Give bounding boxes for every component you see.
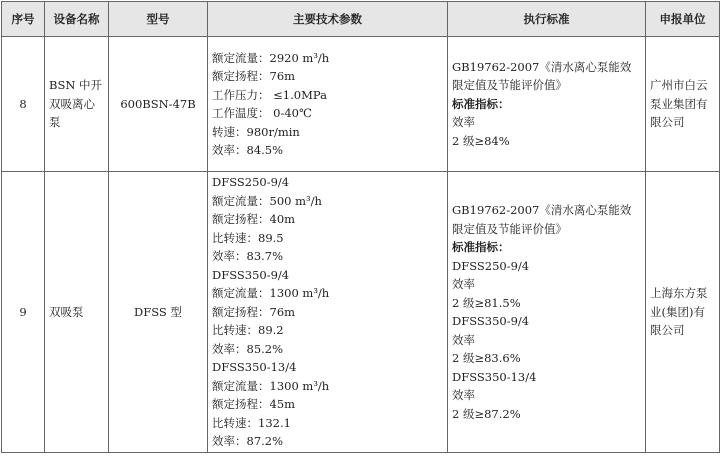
- device-name-text: BSN 中开双吸离心泵: [49, 78, 103, 130]
- standard-line: DFSS250-9/4: [452, 258, 530, 273]
- header-applicant: 申报单位: [646, 2, 720, 37]
- param-line: 额定流量：500 m³/h: [212, 193, 322, 208]
- standard-line: 效率: [452, 115, 475, 130]
- standard-line: 效率: [452, 388, 475, 402]
- header-standard: 执行标准: [448, 2, 646, 37]
- standard-line: GB19762-2007《清水离心泵能效限定值及节能评价值》: [452, 203, 632, 236]
- standard-line: 2 级≥84%: [452, 133, 510, 148]
- param-line: DFSS350-13/4: [212, 360, 297, 375]
- table-row: [2, 172, 720, 453]
- row-standard: [448, 172, 646, 453]
- param-line: 额定扬程：45m: [212, 397, 296, 412]
- param-line: 额定扬程：40m: [212, 212, 296, 227]
- param-line: DFSS350-9/4: [212, 267, 290, 282]
- table-header-row: [2, 2, 720, 37]
- standard-line: DFSS350-13/4: [452, 369, 537, 384]
- param-line: 效率：85.2%: [212, 341, 284, 356]
- standard-line: DFSS350-9/4: [452, 314, 530, 328]
- standard-line: 标准指标：: [452, 96, 510, 111]
- standard-line: 效率: [452, 332, 475, 347]
- row-standard: [448, 37, 646, 172]
- applicant-text: 上海东方泵业(集团)有限公司: [650, 286, 708, 338]
- row-applicant: [646, 37, 720, 172]
- param-line: 效率：83.7%: [212, 249, 284, 264]
- row-tech-params: [208, 37, 448, 172]
- standard-line: 标准指标：: [452, 240, 510, 254]
- param-line: 比转速：89.2: [212, 323, 284, 338]
- standard-line: 效率: [452, 277, 475, 291]
- param-line: 比转速：132.1: [212, 415, 291, 430]
- row-device-name: [45, 37, 109, 172]
- row-tech-params: [208, 172, 448, 453]
- param-line: 工作压力： ≤1.0MPa: [212, 87, 327, 102]
- row-applicant: [646, 172, 720, 453]
- device-name-text: 双吸泵: [49, 304, 84, 319]
- standard-line: 2 级≥87.2%: [452, 406, 521, 421]
- header-device-name: 设备名称: [45, 2, 109, 37]
- param-line: 额定流量：1300 m³/h: [212, 378, 330, 393]
- equipment-table: [1, 1, 720, 453]
- param-line: 效率：87.2%: [212, 434, 284, 449]
- param-line: 转速：980r/min: [212, 124, 300, 139]
- applicant-text: 广州市白云泵业集团有限公司: [650, 78, 708, 130]
- param-line: DFSS250-9/4: [212, 175, 290, 190]
- row-device-name: [45, 172, 109, 453]
- header-model: 型号: [109, 2, 208, 37]
- param-line: 效率：84.5%: [212, 143, 284, 157]
- param-line: 工作温度： 0-40℃: [212, 106, 312, 120]
- param-line: 比转速：89.5: [212, 230, 284, 245]
- table-row: [2, 37, 720, 172]
- standard-line: 2 级≥81.5%: [452, 295, 521, 310]
- row-model: DFSS 型: [109, 172, 208, 453]
- param-line: 额定扬程：76m: [212, 304, 296, 319]
- header-serial-no: 序号: [2, 2, 45, 37]
- row-model: 600BSN-47B: [109, 37, 208, 172]
- standard-line: 2 级≥83.6%: [452, 351, 521, 365]
- row-serial-no: 9: [2, 172, 45, 453]
- param-line: 额定扬程：76m: [212, 69, 296, 83]
- row-serial-no: 8: [2, 37, 45, 172]
- param-line: 额定流量：1300 m³/h: [212, 286, 330, 301]
- header-tech-params: 主要技术参数: [208, 2, 448, 37]
- standard-line: GB19762-2007《清水离心泵能效限定值及节能评价值》: [452, 59, 632, 93]
- param-line: 额定流量：2920 m³/h: [212, 50, 330, 65]
